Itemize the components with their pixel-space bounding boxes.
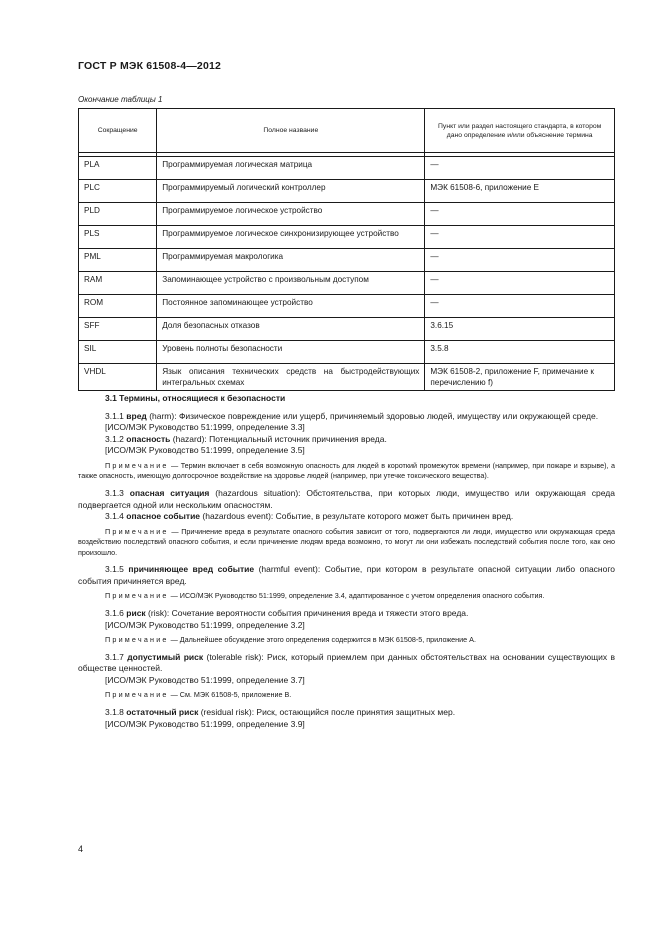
note-text: — Причинение вреда в результате опасного события зависит от того, подвергаются ли люди, имущество или окружающая среда воздействию последствий опасного события, и если причинение людям вреда возможно, то могут ли они избежать последствий события после того, как оно произошло.: [78, 526, 615, 557]
term-definition: (hazard): Потенциальный источник причинения вреда.: [170, 433, 387, 444]
cell-abbr: PML: [79, 249, 157, 272]
page-number: 4: [78, 844, 84, 854]
term-definition: (hazardous event): Событие, в результате которого может быть причинен вред.: [200, 511, 514, 522]
term-definition: (harm): Физическое повреждение или ущерб, причиняемый здоровью людей, имуществу или окружающей среде.: [146, 410, 599, 421]
term-3-1-3: [78, 488, 615, 511]
column-header-ref: Пункт или раздел настоящего стандарта, в котором дано определение и/или объяснение термина: [425, 109, 615, 153]
term-number: 3.1.6: [105, 607, 124, 618]
cell-name: Программируемая логическая матрица: [157, 157, 425, 180]
note-text: — Дальнейшее обсуждение этого определения содержится в МЭК 61508-5, приложение А.: [168, 635, 476, 645]
term-reference: [ИСО/МЭК Руководство 51:1999, определение 3.3]: [105, 422, 305, 433]
note-text: — ИСО/МЭК Руководство 51:1999, определение 3.4, адаптированное с учетом определения опасного события.: [168, 591, 545, 601]
note-text: — См. МЭК 61508-5, приложение В.: [168, 690, 292, 700]
cell-name: Программируемая макрологика: [157, 249, 425, 272]
term-name: опасная ситуация: [129, 487, 210, 498]
cell-ref: —: [425, 272, 615, 295]
term-3-1-1: [78, 411, 615, 423]
table-row: [79, 180, 615, 203]
cell-name: Программируемый логический контроллер: [157, 180, 425, 203]
term-number: 3.1.1: [105, 410, 124, 421]
term-3-1-8: [78, 707, 615, 719]
term-name: опасность: [126, 433, 171, 444]
note-text: — Термин включает в себя возможную опасность для людей в короткий промежуток времени (например, при пожаре и взрыве), а также опасность, имеющую долгосрочное воздействие на здоровье людей (например, при утечке токсического вещества).: [78, 460, 615, 481]
cell-ref: МЭК 61508-6, приложение Е: [425, 180, 615, 203]
cell-abbr: PLD: [79, 203, 157, 226]
cell-abbr: PLS: [79, 226, 157, 249]
term-reference: [ИСО/МЭК Руководство 51:1999, определение 3.2]: [105, 619, 305, 630]
cell-ref: МЭК 61508-2, приложение F, примечание к перечислению f): [425, 364, 615, 391]
table-caption: Окончание таблицы 1: [78, 95, 163, 104]
cell-ref: —: [425, 249, 615, 272]
cell-ref: —: [425, 203, 615, 226]
note-label: Примечание: [105, 690, 169, 700]
cell-name: Программируемое логическое синхронизирующее устройство: [157, 226, 425, 249]
term-number: 3.1.5: [105, 564, 124, 575]
cell-abbr: RAM: [79, 272, 157, 295]
cell-abbr: ROM: [79, 295, 157, 318]
term-definition: (tolerable risk): Риск, который приемлем при данных обстоятельствах на основании существующих в обществе ценностей.: [78, 651, 615, 674]
term-number: 3.1.2: [105, 433, 124, 444]
cell-name: Язык описания технических средств на быстродействующих интегральных схемах: [157, 364, 425, 391]
cell-ref: —: [425, 295, 615, 318]
table-row: [79, 341, 615, 364]
term-reference: [ИСО/МЭК Руководство 51:1999, определение 3.9]: [105, 718, 305, 729]
note: [78, 527, 615, 559]
table-row: [79, 249, 615, 272]
abbreviations-table: [78, 108, 615, 391]
cell-name: Уровень полноты безопасности: [157, 341, 425, 364]
table-header-row: [79, 109, 615, 153]
section-title: 3.1 Термины, относящиеся к безопасности: [105, 393, 286, 403]
term-3-1-6: [78, 608, 615, 620]
term-number: 3.1.8: [105, 706, 124, 717]
note-label: Примечание: [105, 591, 169, 601]
term-definition: (risk): Сочетание вероятности события причинения вреда и тяжести этого вреда.: [145, 607, 469, 618]
cell-ref: 3.5.8: [425, 341, 615, 364]
note-label: Примечание: [105, 526, 169, 536]
column-header-name: Полное название: [157, 109, 425, 153]
term-number: 3.1.7: [105, 651, 124, 662]
document-header: ГОСТ Р МЭК 61508-4—2012: [78, 60, 222, 72]
cell-abbr: VHDL: [79, 364, 157, 391]
term-reference: [ИСО/МЭК Руководство 51:1999, определение 3.7]: [105, 674, 305, 685]
term-definition: (residual risk): Риск, остающийся после принятия защитных мер.: [198, 706, 456, 717]
term-reference: [ИСО/МЭК Руководство 51:1999, определение 3.5]: [105, 445, 305, 456]
cell-abbr: PLC: [79, 180, 157, 203]
cell-abbr: PLA: [79, 157, 157, 180]
term-name: допустимый риск: [127, 651, 204, 662]
cell-ref: 3.6.15: [425, 318, 615, 341]
term-3-1-4: [78, 511, 615, 523]
term-definition: (hazardous situation): Обстоятельства, при которых люди, имущество или окружающая среда подвергается одной или нескольким опасностям.: [78, 487, 615, 510]
note: [78, 635, 615, 646]
table-row: [79, 203, 615, 226]
cell-abbr: SIL: [79, 341, 157, 364]
term-3-1-5: [78, 564, 615, 587]
note: [78, 690, 615, 701]
term-name: остаточный риск: [126, 706, 199, 717]
note: [78, 591, 615, 602]
term-definition: (harmful event): Событие, при котором в результате опасной ситуации либо опасного события причиняется вред.: [78, 564, 615, 586]
term-name: риск: [126, 607, 146, 618]
column-header-abbr: Сокращение: [79, 109, 157, 153]
term-name: вред: [126, 410, 147, 421]
table-row: [79, 272, 615, 295]
cell-name: Запоминающее устройство с произвольным доступом: [157, 272, 425, 295]
note-label: Примечание: [105, 635, 169, 645]
cell-ref: —: [425, 226, 615, 249]
cell-abbr: SFF: [79, 318, 157, 341]
cell-name: Постоянное запоминающее устройство: [157, 295, 425, 318]
note-label: Примечание: [105, 460, 169, 470]
term-name: причиняющее вред событие: [128, 564, 255, 575]
cell-name: Программируемое логическое устройство: [157, 203, 425, 226]
cell-ref: —: [425, 157, 615, 180]
terms-section: [78, 393, 615, 730]
table-row: [79, 226, 615, 249]
term-3-1-7: [78, 652, 615, 675]
table-row: [79, 318, 615, 341]
table-row: [79, 157, 615, 180]
term-number: 3.1.4: [105, 511, 124, 522]
table-row: [79, 364, 615, 391]
table-row: [79, 295, 615, 318]
term-3-1-2: [78, 434, 615, 446]
cell-name: Доля безопасных отказов: [157, 318, 425, 341]
term-name: опасное событие: [126, 511, 201, 522]
term-number: 3.1.3: [105, 487, 124, 498]
note: [78, 461, 615, 482]
